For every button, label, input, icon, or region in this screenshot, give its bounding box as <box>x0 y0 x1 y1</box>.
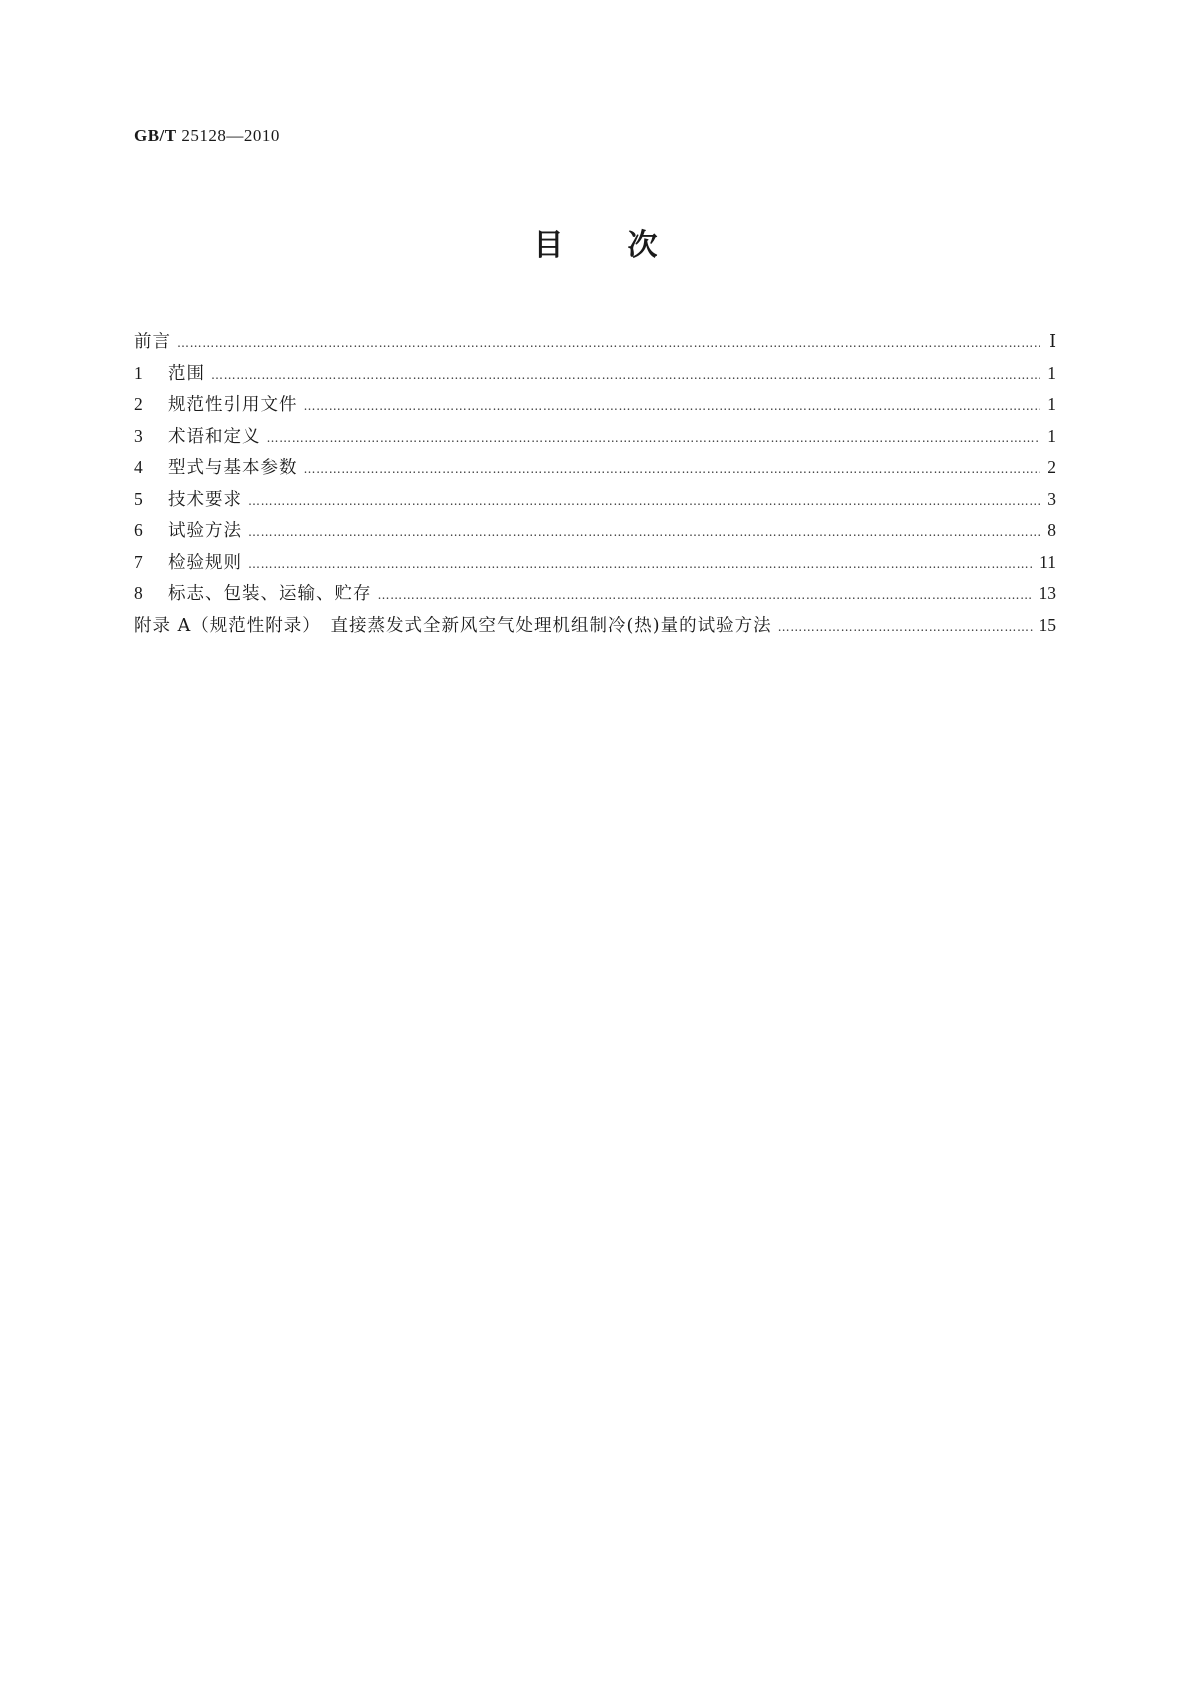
toc-entry-number: 2 <box>134 394 143 414</box>
toc-entry-title: 技术要求 <box>168 489 242 510</box>
toc-entry-page: 3 <box>1047 488 1056 509</box>
toc-entry-number: 4 <box>134 457 143 477</box>
toc-entry-title: 检验规则 <box>168 552 242 573</box>
page-title-char-1: 目 <box>533 228 564 263</box>
toc-entry-number: 1 <box>134 362 143 383</box>
page-title-char-2: 次 <box>627 228 658 263</box>
toc-entry-page: 1 <box>1047 425 1056 446</box>
toc-entry-page: 2 <box>1047 457 1056 477</box>
page-title <box>0 226 1191 266</box>
toc-entry-5[interactable] <box>134 484 1056 516</box>
toc-dot-leader <box>248 486 1040 518</box>
toc-dot-leader <box>778 612 1033 644</box>
toc-entry-title: 试验方法 <box>168 521 242 541</box>
toc-entry-page: Ⅰ <box>1049 331 1056 351</box>
toc-entry-number: 7 <box>134 551 143 572</box>
toc-entry-6[interactable] <box>134 515 1056 547</box>
toc-entry-page: 15 <box>1038 614 1056 635</box>
toc-dot-leader <box>378 580 1033 612</box>
toc-entry-appendix-a[interactable] <box>134 610 1056 642</box>
toc-entry-title: 范围 <box>168 363 205 384</box>
toc-dot-leader <box>248 549 1033 581</box>
toc-entry-page: 8 <box>1047 520 1056 540</box>
toc-entry-7[interactable] <box>134 547 1056 579</box>
toc-dot-leader <box>177 328 1040 360</box>
toc-dot-leader <box>304 391 1041 423</box>
toc-entry-number: 6 <box>134 520 143 540</box>
toc-entry-page: 1 <box>1047 394 1056 414</box>
toc-entry-title: 标志、包装、运输、贮存 <box>168 584 372 604</box>
toc-entry-1[interactable] <box>134 358 1056 390</box>
toc-dot-leader <box>248 517 1040 549</box>
toc-entry-title: 规范性引用文件 <box>168 395 298 415</box>
toc-entry-preface[interactable] <box>134 326 1056 358</box>
toc-entry-4[interactable] <box>134 452 1056 484</box>
toc-entry-2[interactable] <box>134 389 1056 421</box>
toc-entry-title: 型式与基本参数 <box>168 458 298 478</box>
toc-entry-3[interactable] <box>134 421 1056 453</box>
standard-number: 25128—2010 <box>181 126 280 145</box>
toc-entry-page: 13 <box>1038 583 1056 603</box>
toc-entry-number: 3 <box>134 425 143 446</box>
toc-entry-8[interactable] <box>134 578 1056 610</box>
standard-code <box>134 126 280 146</box>
standard-prefix: GB/T <box>134 126 177 145</box>
toc-entry-page: 1 <box>1047 362 1056 383</box>
toc-entry-title: 术语和定义 <box>168 426 261 447</box>
toc-dot-leader <box>211 360 1040 392</box>
toc-entry-page: 11 <box>1039 551 1056 572</box>
table-of-contents <box>134 326 1056 641</box>
toc-entry-title: 附录 A（规范性附录） 直接蒸发式全新风空气处理机组制冷(热)量的试验方法 <box>134 615 772 636</box>
toc-dot-leader <box>304 454 1041 486</box>
toc-entry-title: 前言 <box>134 332 171 352</box>
toc-entry-number: 8 <box>134 583 143 603</box>
toc-entry-number: 5 <box>134 488 143 509</box>
toc-dot-leader <box>267 423 1041 455</box>
